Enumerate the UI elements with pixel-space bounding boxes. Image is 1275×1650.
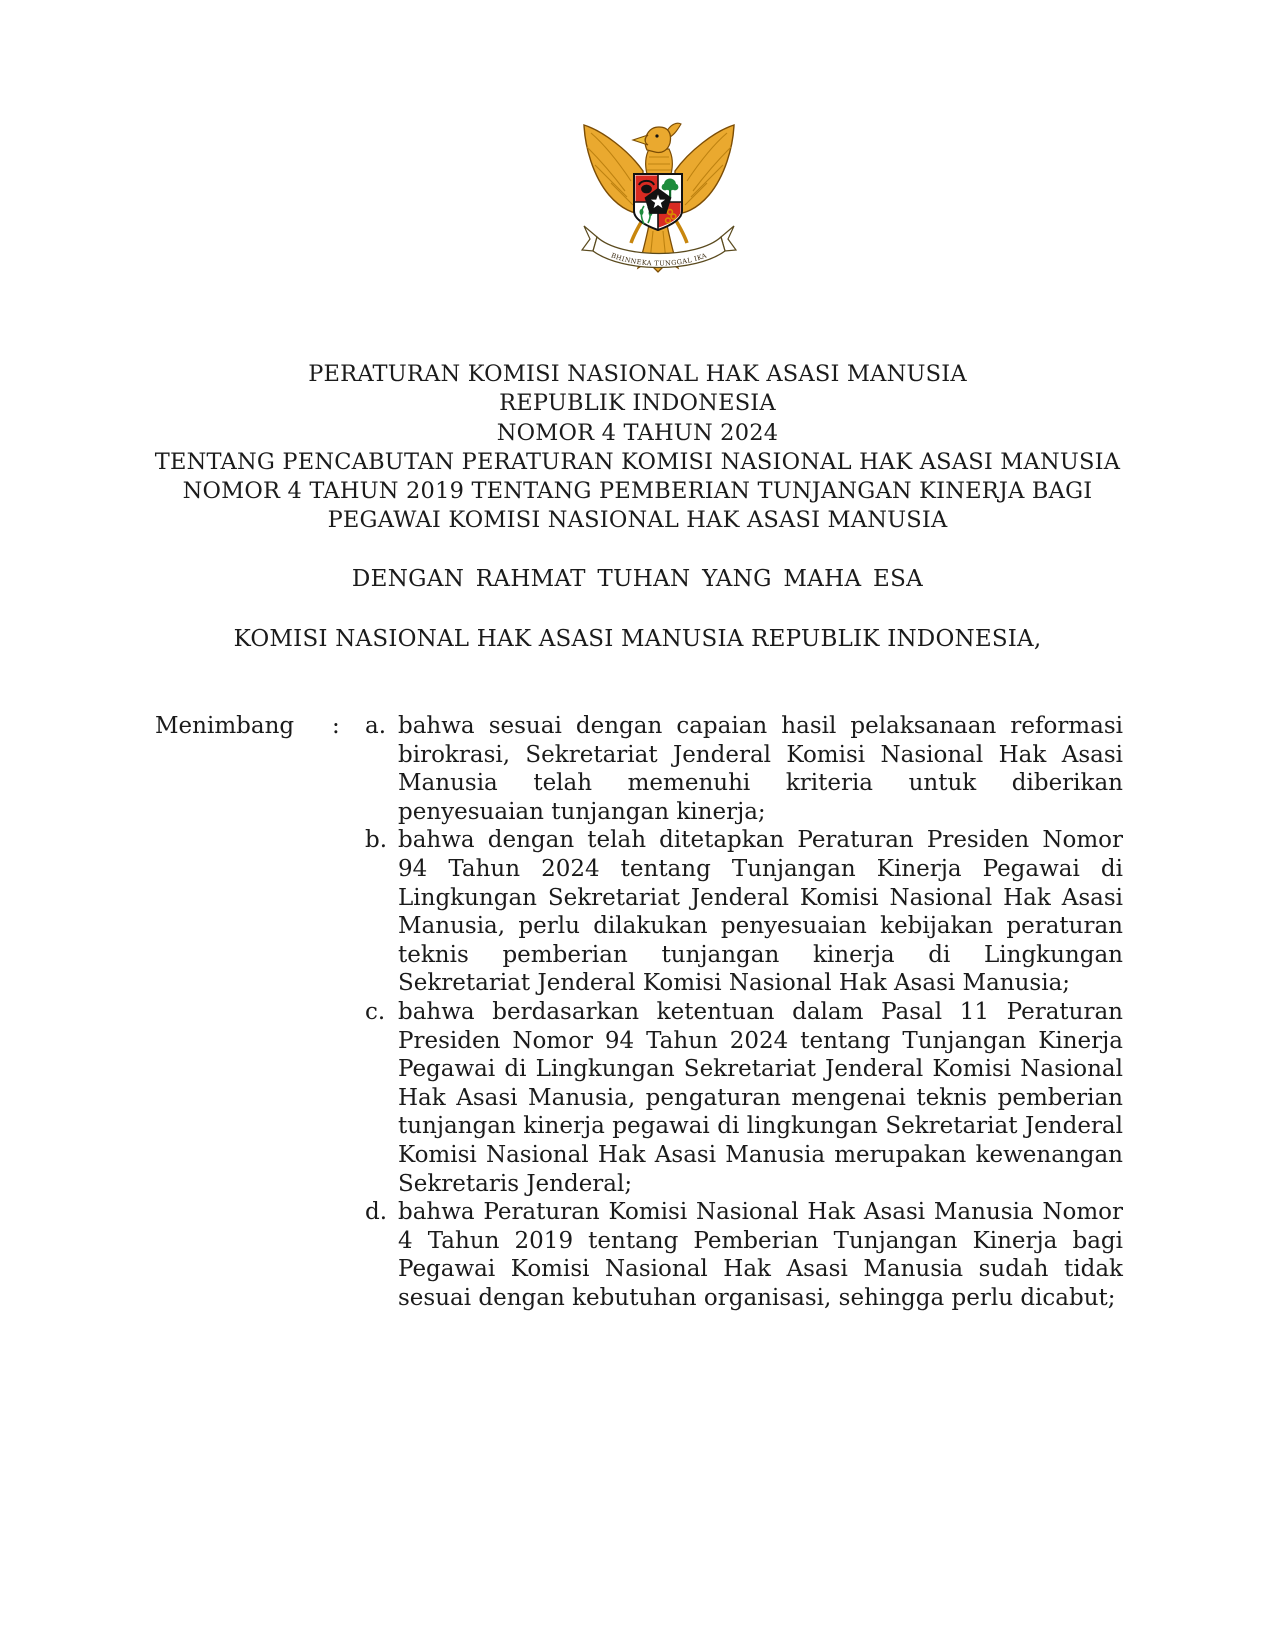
authority-line: KOMISI NASIONAL HAK ASASI MANUSIA REPUBLIK INDONESIA, [233, 626, 1042, 652]
emblem-motto: BHINNEKA TUNGGAL IKA [609, 251, 709, 268]
considering-colon: : [332, 713, 340, 739]
garuda-pancasila-svg [581, 121, 737, 273]
item-text: bahwa berdasarkan ketentuan dalam Pasal 11 Peraturan Presiden Nomor 94 Tahun 2024 tentang Tunjangan Kinerja Pegawai di Lingkungan Sekretariat Jenderal Komisi Nasional Hak Asasi Manusia, pengaturan mengenai teknis pemberian tunjangan kinerja pegawai di lingkungan Sekretariat Jenderal Komisi Nasional Hak Asasi Manusia merupakan kewenangan Sekretaris Jenderal; [398, 998, 1123, 1197]
considering-list [365, 712, 1123, 1312]
right-wing [675, 125, 734, 213]
considering-item [365, 998, 1123, 1198]
item-text: bahwa sesuai dengan capaian hasil pelaksanaan reformasi birokrasi, Sekretariat Jenderal Komisi Nasional Hak Asasi Manusia telah memenuhi kriteria untuk diberikan penyesuaian tunjangan kinerja; [398, 713, 1123, 825]
invocation-line: DENGAN RAHMAT TUHAN YANG MAHA ESA [351, 566, 924, 592]
title-line: PEGAWAI KOMISI NASIONAL HAK ASASI MANUSIA [327, 507, 948, 534]
title-line: PERATURAN KOMISI NASIONAL HAK ASASI MANUSIA [308, 361, 967, 387]
banyan-leaf-left [662, 184, 669, 191]
garuda-pancasila-icon [581, 121, 737, 273]
head [645, 127, 670, 153]
document-title [0, 360, 1275, 536]
item-text: bahwa Peraturan Komisi Nasional Hak Asasi Manusia Nomor 4 Tahun 2019 tentang Pemberian Tunjangan Kinerja bagi Pegawai Komisi Nasional Hak Asasi Manusia sudah tidak sesuai dengan kebutuhan organisasi, sehingga perlu dicabut; [398, 1199, 1123, 1311]
bull-head [641, 185, 652, 194]
considering-item [365, 712, 1123, 826]
item-marker: d. [365, 1199, 388, 1226]
item-marker: a. [365, 713, 387, 739]
title-line: NOMOR 4 TAHUN 2024 [496, 419, 779, 446]
considering-item [365, 1198, 1123, 1312]
item-text: bahwa dengan telah ditetapkan Peraturan Presiden Nomor 94 Tahun 2024 tentang Tunjangan Kinerja Pegawai di Lingkungan Sekretariat Jenderal Komisi Nasional Hak Asasi Manusia, perlu dilakukan penyesuaian kebijakan peraturan teknis pemberian tunjangan kinerja di Lingkungan Sekretariat Jenderal Komisi Nasional Hak Asasi Manusia; [398, 827, 1123, 997]
title-line: REPUBLIK INDONESIA [499, 390, 776, 417]
item-marker: c. [365, 998, 386, 1025]
item-marker: b. [365, 827, 388, 854]
banyan-leaf-right [672, 184, 679, 191]
eye [655, 134, 658, 137]
cotton-boll [640, 209, 644, 215]
right-leg [675, 219, 687, 243]
considering-section [155, 712, 1123, 1312]
considering-item [365, 826, 1123, 998]
considering-label: Menimbang [155, 713, 295, 739]
title-line: NOMOR 4 TAHUN 2019 TENTANG PEMBERIAN TUNJANGAN KINERJA BAGI [182, 478, 1093, 505]
title-line: TENTANG PENCABUTAN PERATURAN KOMISI NASIONAL HAK ASASI MANUSIA [154, 448, 1121, 475]
